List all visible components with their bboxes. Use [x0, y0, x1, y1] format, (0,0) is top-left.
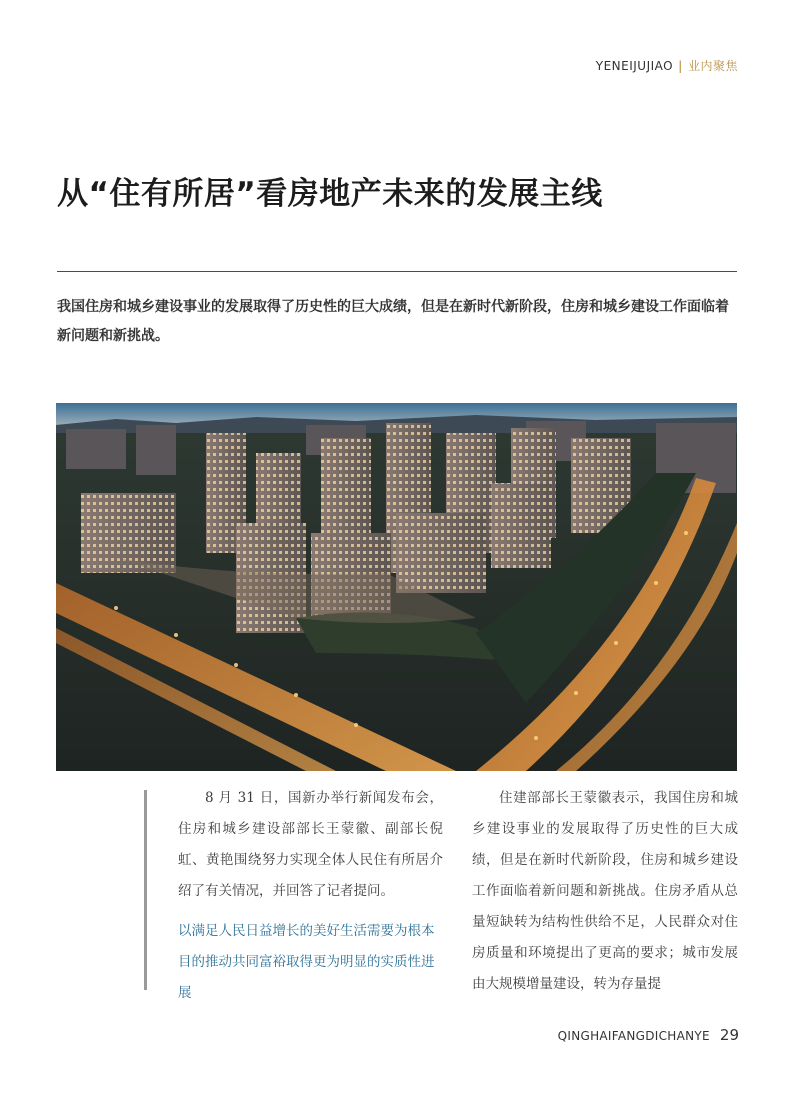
magazine-name: QINGHAIFANGDICHANYE [557, 1029, 710, 1043]
city-night-aerial-photo [56, 403, 737, 771]
article-title: 从“住有所居”看房地产未来的发展主线 [57, 176, 603, 212]
section-name-en: YENEIJUJIAO [595, 59, 674, 73]
pull-quote: 以满足人民日益增长的美好生活需要为根本目的推动共同富裕取得更为明显的实质性进展 [178, 923, 435, 1001]
section-separator: | [678, 59, 683, 73]
page-footer [558, 1025, 739, 1044]
right-column [472, 783, 738, 1000]
body-paragraph-1: 8 月 31 日，国新办举行新闻发布会，住房和城乡建设部部长王蒙徽、副部长倪虹、黄艳围绕努力实现全体人民住有所居介绍了有关情况，并回答了记者提问。 [178, 790, 443, 899]
section-name-cn: 业内聚焦 [687, 59, 738, 73]
page-number: 29 [719, 1026, 739, 1044]
section-header [596, 57, 738, 74]
left-column [178, 783, 443, 1009]
body-paragraph-2: 住建部部长王蒙徽表示，我国住房和城乡建设事业的发展取得了历史性的巨大成绩，但是在新时代新阶段，住房和城乡建设工作面临着新问题和新挑战。住房矛盾从总量短缺转为结构性供给不足，人民群众对住房质量和环境提出了更高的要求；城市发展由大规模增量建设，转为存量提 [472, 790, 738, 992]
title-divider [57, 271, 737, 272]
quote-accent-bar [144, 790, 147, 990]
article-lead: 我国住房和城乡建设事业的发展取得了历史性的巨大成绩，但是在新时代新阶段，住房和城乡建设工作面临着新问题和新挑战。 [57, 299, 729, 344]
